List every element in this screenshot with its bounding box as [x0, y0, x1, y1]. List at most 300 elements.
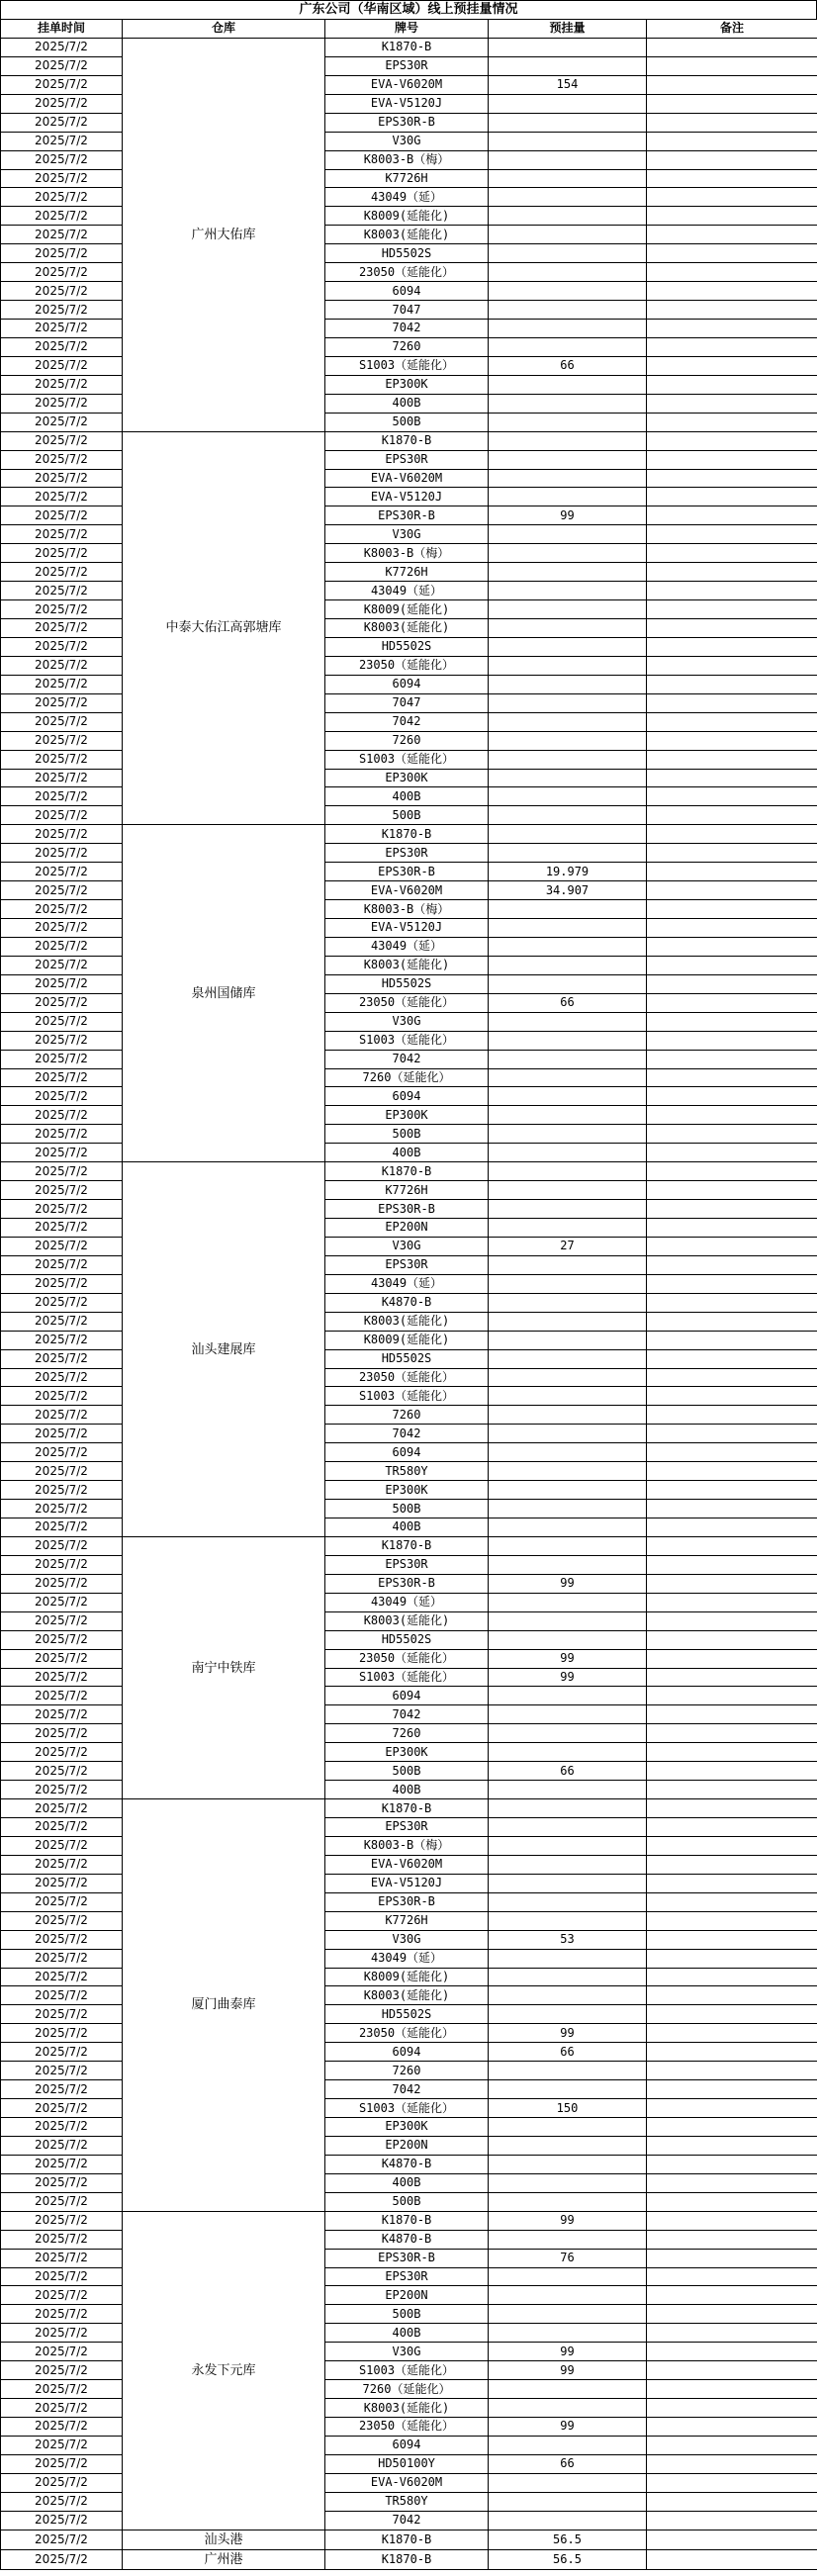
cell-remark — [647, 320, 817, 338]
cell-date: 2025/7/2 — [1, 1781, 123, 1799]
cell-brand: EP300K — [325, 769, 489, 787]
cell-remark — [647, 2511, 817, 2530]
sheet-title: 广东公司（华南区域）线上预挂量情况 — [0, 0, 817, 19]
cell-date: 2025/7/2 — [1, 1911, 123, 1930]
cell-date: 2025/7/2 — [1, 656, 123, 675]
cell-date: 2025/7/2 — [1, 863, 123, 881]
cell-brand: HD50100Y — [325, 2454, 489, 2473]
header-quantity: 预挂量 — [489, 20, 647, 39]
cell-date: 2025/7/2 — [1, 1219, 123, 1238]
cell-quantity — [489, 1874, 647, 1892]
cell-date: 2025/7/2 — [1, 1968, 123, 1986]
cell-remark — [647, 1012, 817, 1031]
cell-brand: K1870-B — [325, 1799, 489, 1818]
cell-brand: S1003（延能化） — [325, 1031, 489, 1050]
cell-remark — [647, 1874, 817, 1892]
cell-brand: EVA-V6020M — [325, 469, 489, 488]
cell-brand: EVA-V6020M — [325, 2473, 489, 2492]
header-row — [1, 20, 817, 39]
cell-date: 2025/7/2 — [1, 1630, 123, 1649]
cell-quantity — [489, 1836, 647, 1855]
header-warehouse: 仓库 — [123, 20, 325, 39]
cell-quantity — [489, 244, 647, 263]
cell-remark — [647, 132, 817, 150]
cell-brand: EP300K — [325, 1481, 489, 1500]
cell-date: 2025/7/2 — [1, 582, 123, 600]
cell-remark — [647, 2380, 817, 2399]
cell-remark — [647, 1368, 817, 1387]
cell-quantity: 27 — [489, 1237, 647, 1255]
cell-date: 2025/7/2 — [1, 1312, 123, 1331]
cell-quantity — [489, 450, 647, 469]
cell-date: 2025/7/2 — [1, 320, 123, 338]
cell-brand: 6094 — [325, 2043, 489, 2062]
cell-remark — [647, 1068, 817, 1087]
cell-date: 2025/7/2 — [1, 38, 123, 56]
cell-remark — [647, 1331, 817, 1349]
cell-brand: 23050（延能化） — [325, 1649, 489, 1668]
cell-quantity — [489, 1255, 647, 1274]
cell-remark — [647, 1406, 817, 1425]
cell-date: 2025/7/2 — [1, 1162, 123, 1181]
cell-quantity — [489, 2155, 647, 2173]
cell-quantity — [489, 282, 647, 301]
cell-quantity: 56.5 — [489, 2530, 647, 2549]
cell-date: 2025/7/2 — [1, 2286, 123, 2305]
cell-date: 2025/7/2 — [1, 1743, 123, 1762]
cell-date: 2025/7/2 — [1, 2230, 123, 2249]
cell-quantity — [489, 656, 647, 675]
cell-date: 2025/7/2 — [1, 563, 123, 582]
cell-remark — [647, 1799, 817, 1818]
cell-remark — [647, 1593, 817, 1611]
cell-date: 2025/7/2 — [1, 2511, 123, 2530]
cell-remark — [647, 2343, 817, 2361]
cell-brand: EP200N — [325, 2286, 489, 2305]
cell-date: 2025/7/2 — [1, 282, 123, 301]
cell-remark — [647, 1611, 817, 1630]
cell-quantity — [489, 169, 647, 188]
cell-date: 2025/7/2 — [1, 413, 123, 431]
cell-remark — [647, 2099, 817, 2118]
cell-remark — [647, 2305, 817, 2324]
cell-date: 2025/7/2 — [1, 2436, 123, 2454]
cell-date: 2025/7/2 — [1, 1500, 123, 1518]
cell-date: 2025/7/2 — [1, 731, 123, 750]
cell-remark — [647, 75, 817, 94]
cell-quantity — [489, 1087, 647, 1106]
cell-remark — [647, 2005, 817, 2024]
cell-brand: EPS30R — [325, 1818, 489, 1837]
cell-brand: 6094 — [325, 675, 489, 693]
cell-remark — [647, 750, 817, 769]
cell-brand: 7042 — [325, 1050, 489, 1068]
cell-date: 2025/7/2 — [1, 94, 123, 113]
cell-quantity: 154 — [489, 75, 647, 94]
cell-brand: 6094 — [325, 282, 489, 301]
cell-brand: V30G — [325, 132, 489, 150]
cell-remark — [647, 1668, 817, 1687]
cell-date: 2025/7/2 — [1, 806, 123, 825]
cell-remark — [647, 1630, 817, 1649]
cell-date: 2025/7/2 — [1, 2324, 123, 2343]
cell-brand: EPS30R-B — [325, 2249, 489, 2267]
cell-date: 2025/7/2 — [1, 2530, 123, 2549]
cell-remark — [647, 1892, 817, 1911]
cell-quantity — [489, 1687, 647, 1705]
cell-remark — [647, 1930, 817, 1949]
cell-remark — [647, 1649, 817, 1668]
cell-remark — [647, 2230, 817, 2249]
cell-date: 2025/7/2 — [1, 150, 123, 169]
cell-remark — [647, 469, 817, 488]
cell-date: 2025/7/2 — [1, 1481, 123, 1500]
cell-remark — [647, 825, 817, 844]
cell-quantity — [489, 806, 647, 825]
cell-remark — [647, 1518, 817, 1537]
cell-date: 2025/7/2 — [1, 2473, 123, 2492]
cell-remark — [647, 619, 817, 638]
cell-brand: S1003（延能化） — [325, 750, 489, 769]
cell-remark — [647, 900, 817, 919]
cell-quantity — [489, 2005, 647, 2024]
cell-date: 2025/7/2 — [1, 1593, 123, 1611]
cell-brand: V30G — [325, 525, 489, 544]
cell-date: 2025/7/2 — [1, 1144, 123, 1162]
cell-quantity — [489, 1312, 647, 1331]
cell-brand: 43049（延） — [325, 188, 489, 207]
cell-brand: 23050（延能化） — [325, 656, 489, 675]
table-row — [1, 1799, 817, 1818]
table-body — [1, 38, 817, 2569]
cell-brand: EVA-V5120J — [325, 94, 489, 113]
cell-date: 2025/7/2 — [1, 2136, 123, 2155]
cell-brand: 400B — [325, 1781, 489, 1799]
cell-quantity: 66 — [489, 2043, 647, 2062]
cell-remark — [647, 582, 817, 600]
cell-quantity: 66 — [489, 2454, 647, 2473]
cell-brand: EPS30R — [325, 844, 489, 863]
cell-quantity — [489, 1200, 647, 1219]
cell-warehouse: 汕头港 — [123, 2530, 325, 2549]
cell-remark — [647, 656, 817, 675]
cell-remark — [647, 38, 817, 56]
cell-brand: K8009(延能化) — [325, 207, 489, 226]
table-row — [1, 2530, 817, 2549]
cell-remark — [647, 2267, 817, 2286]
cell-remark — [647, 488, 817, 506]
cell-date: 2025/7/2 — [1, 1031, 123, 1050]
cell-remark — [647, 1349, 817, 1368]
cell-brand: EVA-V5120J — [325, 919, 489, 938]
cell-brand: EPS30R-B — [325, 506, 489, 525]
cell-brand: 500B — [325, 1125, 489, 1144]
cell-brand: EVA-V5120J — [325, 1874, 489, 1892]
cell-quantity — [489, 2136, 647, 2155]
cell-quantity — [489, 731, 647, 750]
cell-quantity — [489, 919, 647, 938]
cell-remark — [647, 56, 817, 75]
cell-remark — [647, 1087, 817, 1106]
cell-date: 2025/7/2 — [1, 1930, 123, 1949]
cell-brand: 500B — [325, 806, 489, 825]
cell-brand: 500B — [325, 1500, 489, 1518]
cell-remark — [647, 544, 817, 563]
cell-quantity — [489, 1106, 647, 1125]
cell-brand: 7260 — [325, 731, 489, 750]
cell-date: 2025/7/2 — [1, 844, 123, 863]
cell-quantity — [489, 1012, 647, 1031]
table-row — [1, 1536, 817, 1555]
cell-remark — [647, 1031, 817, 1050]
cell-remark — [647, 413, 817, 431]
cell-brand: K1870-B — [325, 2530, 489, 2549]
cell-date: 2025/7/2 — [1, 1705, 123, 1724]
cell-date: 2025/7/2 — [1, 1200, 123, 1219]
cell-date: 2025/7/2 — [1, 1574, 123, 1593]
cell-quantity — [489, 1331, 647, 1349]
cell-quantity — [489, 413, 647, 431]
cell-brand: K8009(延能化) — [325, 1331, 489, 1349]
cell-date: 2025/7/2 — [1, 1836, 123, 1855]
cell-remark — [647, 675, 817, 693]
cell-remark — [647, 1500, 817, 1518]
cell-quantity — [489, 1125, 647, 1144]
cell-date: 2025/7/2 — [1, 1406, 123, 1425]
cell-quantity — [489, 2473, 647, 2492]
cell-date: 2025/7/2 — [1, 375, 123, 394]
cell-remark — [647, 169, 817, 188]
cell-date: 2025/7/2 — [1, 394, 123, 413]
cell-quantity — [489, 2230, 647, 2249]
cell-remark — [647, 1162, 817, 1181]
cell-brand: 23050（延能化） — [325, 2024, 489, 2043]
cell-remark — [647, 863, 817, 881]
cell-brand: S1003（延能化） — [325, 1668, 489, 1687]
cell-remark — [647, 1255, 817, 1274]
header-date: 挂单时间 — [1, 20, 123, 39]
cell-quantity — [489, 1593, 647, 1611]
cell-remark — [647, 993, 817, 1012]
cell-date: 2025/7/2 — [1, 1181, 123, 1200]
cell-quantity — [489, 2192, 647, 2211]
cell-brand: K7726H — [325, 1181, 489, 1200]
cell-quantity — [489, 1050, 647, 1068]
cell-brand: 7042 — [325, 712, 489, 731]
cell-quantity — [489, 394, 647, 413]
cell-warehouse: 泉州国储库 — [123, 825, 325, 1162]
cell-brand: EPS30R — [325, 450, 489, 469]
cell-quantity: 150 — [489, 2099, 647, 2118]
cell-brand: K8009(延能化) — [325, 1968, 489, 1986]
cell-date: 2025/7/2 — [1, 1762, 123, 1781]
cell-date: 2025/7/2 — [1, 169, 123, 188]
cell-quantity — [489, 1443, 647, 1462]
cell-quantity — [489, 1293, 647, 1312]
cell-date: 2025/7/2 — [1, 1368, 123, 1387]
cell-date: 2025/7/2 — [1, 637, 123, 656]
cell-quantity — [489, 2173, 647, 2192]
cell-brand: S1003（延能化） — [325, 1387, 489, 1406]
cell-brand: 7260 — [325, 337, 489, 356]
cell-quantity: 56.5 — [489, 2549, 647, 2569]
cell-quantity — [489, 1611, 647, 1630]
cell-brand: K8003(延能化) — [325, 1986, 489, 2005]
cell-brand: K7726H — [325, 169, 489, 188]
cell-brand: K1870-B — [325, 38, 489, 56]
cell-date: 2025/7/2 — [1, 675, 123, 693]
cell-quantity — [489, 544, 647, 563]
cell-date: 2025/7/2 — [1, 787, 123, 806]
cell-date: 2025/7/2 — [1, 2099, 123, 2118]
cell-quantity — [489, 1911, 647, 1930]
cell-quantity — [489, 1031, 647, 1050]
cell-brand: K4870-B — [325, 2230, 489, 2249]
cell-remark — [647, 769, 817, 787]
cell-remark — [647, 1312, 817, 1331]
cell-quantity — [489, 263, 647, 282]
cell-remark — [647, 282, 817, 301]
cell-quantity — [489, 2118, 647, 2137]
cell-date: 2025/7/2 — [1, 544, 123, 563]
cell-brand: 43049（延） — [325, 1593, 489, 1611]
cell-remark — [647, 1293, 817, 1312]
cell-brand: 6094 — [325, 2436, 489, 2454]
cell-quantity — [489, 787, 647, 806]
cell-quantity: 66 — [489, 1762, 647, 1781]
cell-remark — [647, 1724, 817, 1743]
cell-brand: K1870-B — [325, 1162, 489, 1181]
cell-remark — [647, 244, 817, 263]
cell-quantity — [489, 2062, 647, 2080]
cell-date: 2025/7/2 — [1, 2118, 123, 2137]
cell-warehouse: 厦门曲泰库 — [123, 1799, 325, 2212]
cell-brand: K8003(延能化) — [325, 1611, 489, 1630]
cell-brand: 7042 — [325, 2511, 489, 2530]
cell-date: 2025/7/2 — [1, 2005, 123, 2024]
cell-brand: K8003(延能化) — [325, 619, 489, 638]
cell-brand: EP200N — [325, 1219, 489, 1238]
cell-brand: EP300K — [325, 375, 489, 394]
cell-quantity — [489, 2380, 647, 2399]
cell-quantity — [489, 1462, 647, 1481]
cell-brand: 43049（延） — [325, 1949, 489, 1968]
cell-warehouse: 广州港 — [123, 2549, 325, 2569]
cell-brand: 43049（延） — [325, 1274, 489, 1293]
cell-quantity — [489, 1387, 647, 1406]
cell-date: 2025/7/2 — [1, 1087, 123, 1106]
cell-brand: EVA-V5120J — [325, 488, 489, 506]
cell-quantity — [489, 2324, 647, 2343]
cell-quantity: 99 — [489, 1574, 647, 1593]
cell-quantity — [489, 1518, 647, 1537]
cell-remark — [647, 375, 817, 394]
cell-date: 2025/7/2 — [1, 1349, 123, 1368]
cell-remark — [647, 600, 817, 619]
cell-remark — [647, 450, 817, 469]
cell-remark — [647, 1425, 817, 1443]
cell-brand: K8003(延能化) — [325, 2399, 489, 2418]
cell-quantity — [489, 337, 647, 356]
cell-brand: V30G — [325, 2343, 489, 2361]
cell-date: 2025/7/2 — [1, 2267, 123, 2286]
cell-brand: 7042 — [325, 1705, 489, 1724]
cell-quantity — [489, 1799, 647, 1818]
cell-quantity — [489, 769, 647, 787]
cell-date: 2025/7/2 — [1, 2192, 123, 2211]
cell-quantity — [489, 1968, 647, 1986]
cell-brand: 23050（延能化） — [325, 1368, 489, 1387]
cell-quantity — [489, 301, 647, 320]
cell-brand: EPS30R — [325, 2267, 489, 2286]
cell-quantity — [489, 488, 647, 506]
cell-remark — [647, 2436, 817, 2454]
cell-date: 2025/7/2 — [1, 506, 123, 525]
cell-remark — [647, 2249, 817, 2267]
cell-date: 2025/7/2 — [1, 1237, 123, 1255]
cell-brand: 7260 — [325, 2062, 489, 2080]
cell-brand: EP200N — [325, 2136, 489, 2155]
cell-brand: 6094 — [325, 1087, 489, 1106]
cell-date: 2025/7/2 — [1, 1443, 123, 1462]
cell-brand: 23050（延能化） — [325, 2418, 489, 2437]
cell-date: 2025/7/2 — [1, 937, 123, 956]
cell-brand: K8003-B（梅） — [325, 1836, 489, 1855]
cell-quantity — [489, 2436, 647, 2454]
cell-date: 2025/7/2 — [1, 356, 123, 375]
cell-remark — [647, 2473, 817, 2492]
cell-remark — [647, 1125, 817, 1144]
cell-brand: 43049（延） — [325, 937, 489, 956]
cell-remark — [647, 431, 817, 450]
cell-brand: K7726H — [325, 563, 489, 582]
pre-listing-table — [0, 19, 817, 2570]
cell-quantity — [489, 2305, 647, 2324]
cell-quantity: 19.979 — [489, 863, 647, 881]
cell-remark — [647, 844, 817, 863]
cell-brand: S1003（延能化） — [325, 356, 489, 375]
cell-brand: 500B — [325, 2305, 489, 2324]
cell-remark — [647, 693, 817, 712]
cell-brand: EPS30R-B — [325, 1200, 489, 1219]
cell-remark — [647, 1387, 817, 1406]
cell-remark — [647, 2043, 817, 2062]
cell-quantity — [489, 2267, 647, 2286]
cell-remark — [647, 1818, 817, 1837]
cell-remark — [647, 1855, 817, 1874]
cell-brand: 7260 — [325, 1724, 489, 1743]
cell-date: 2025/7/2 — [1, 750, 123, 769]
cell-date: 2025/7/2 — [1, 2492, 123, 2511]
cell-date: 2025/7/2 — [1, 1274, 123, 1293]
cell-date: 2025/7/2 — [1, 1387, 123, 1406]
cell-quantity — [489, 1500, 647, 1518]
cell-remark — [647, 2418, 817, 2437]
cell-remark — [647, 1743, 817, 1762]
cell-quantity: 99 — [489, 2343, 647, 2361]
cell-date: 2025/7/2 — [1, 993, 123, 1012]
cell-quantity — [489, 132, 647, 150]
cell-brand: EPS30R-B — [325, 863, 489, 881]
cell-remark — [647, 506, 817, 525]
cell-quantity — [489, 431, 647, 450]
cell-remark — [647, 2286, 817, 2305]
cell-date: 2025/7/2 — [1, 600, 123, 619]
cell-quantity — [489, 1425, 647, 1443]
cell-date: 2025/7/2 — [1, 2249, 123, 2267]
cell-brand: K8003-B（梅） — [325, 544, 489, 563]
cell-date: 2025/7/2 — [1, 301, 123, 320]
